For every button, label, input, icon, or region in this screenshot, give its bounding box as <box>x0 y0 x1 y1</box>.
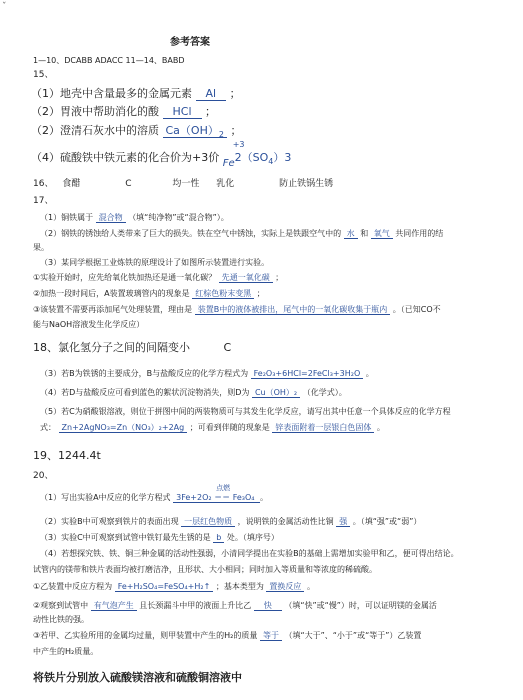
q16-d: 乳化 <box>216 179 235 189</box>
q20-line-2 <box>40 518 421 526</box>
q18-line-3: （5）若C为硝酸银溶液，则位于拼图中间的两装物质可与其发生化学反应，请写出其中任意一个具体反应的化学方程 <box>40 407 451 416</box>
q18-l4-text: 式： <box>40 423 56 432</box>
q20-l2-post: 。（填“强”或“弱”） <box>352 517 422 526</box>
q15-l2-post: ； <box>205 105 217 118</box>
q20-line-6 <box>33 583 315 591</box>
q17-l2-post: 共同作用的结 <box>395 229 444 238</box>
q15-l3-sub: 2 <box>218 130 224 140</box>
q20-l2-mid: ，说明铁的金属活动性比铜 <box>237 517 334 526</box>
q15-l3-text: （2）澄清石灰水中的溶质 <box>31 124 159 137</box>
q20-l1-arrow: 点燃 ＝＝ <box>214 484 231 502</box>
q16-a: 食醋 <box>62 179 81 189</box>
q17-l5-post: ； <box>256 289 265 298</box>
q20-l8-answer: 等于 <box>260 631 282 641</box>
q20-l3-answer: b <box>213 533 224 543</box>
q17-line-6-cont: 能与NaOH溶液发生化学反应） <box>33 320 145 329</box>
q20-l3-post: 处。（填序号） <box>226 533 279 542</box>
q18-l2-text: （4）若D与盐酸反应可看到蓝色的絮状沉淀物消失，则D为 <box>40 388 250 397</box>
q17-line-2 <box>40 230 443 238</box>
q20-l7-post: （填“快”或“慢”）时，可以证明镁的金属活 <box>284 601 437 610</box>
q19-answer: 19、1244.4t <box>33 449 101 462</box>
q20-l2-answer-2: 强 <box>336 517 350 527</box>
q20-l2-answer: 一层红色物质 <box>181 517 235 527</box>
q20-l2-text: （2）实验B中可观察到铁片的表面出现 <box>40 517 179 526</box>
q15-l1-text: （1）地壳中含量最多的金属元素 <box>31 87 192 100</box>
q16-e: 防止铁锅生锈 <box>279 179 334 189</box>
q17-l4-answer: 先通一氧化碳 <box>219 273 273 283</box>
q20-l7-answer: 有气泡产生 <box>91 601 137 611</box>
q16-number: 16、 <box>33 179 54 189</box>
q20-l1-condition: 点燃 <box>216 484 231 492</box>
q20-l7-text: ②观察到试管中 <box>33 601 89 610</box>
q15-l2-text: （2）胃液中帮助消化的酸 <box>31 105 159 118</box>
q18-l1-post: 。 <box>365 369 374 378</box>
q15-l2-answer: HCl <box>163 105 202 119</box>
q15-l3-answer: Ca（OH） <box>165 124 219 137</box>
q17-line-2-cont: 果。 <box>33 243 49 252</box>
q20-l8-post: （填“大于”、“小于”或“等于”）乙装置 <box>284 631 422 640</box>
q16-line <box>33 180 333 189</box>
q20-number: 20、 <box>33 471 54 481</box>
q20-l6-post: 。 <box>306 582 315 591</box>
q15-number: 15、 <box>33 70 54 80</box>
q15-l1-answer: Al <box>196 87 227 101</box>
q20-line-7 <box>33 602 437 610</box>
q20-l8-text: ③若甲、乙实验所用的金属均过量，则甲装置中产生的H₂的质量 <box>33 631 258 640</box>
footer-text: 将铁片分别放入硫酸镁溶液和硫酸铜溶液中 <box>33 671 242 684</box>
q15-l4-text: （4）硫酸铁中铁元素的化合价为+3价 <box>31 151 220 164</box>
q15-l3-post: ； <box>230 124 242 137</box>
q18-l2-answer: Cu（OH）₂ <box>252 388 300 398</box>
q15-line-2 <box>31 106 216 117</box>
q20-line-4: （4）若想探究铁、铁、铜三种金属的活动性强弱，小清同学提出在实验B的基础上需增加实验甲和乙，便可得出结论。 <box>40 549 459 558</box>
q20-l6-mid: ；基本类型为 <box>215 582 264 591</box>
q20-l6-answer-2: 置换反应 <box>266 582 304 592</box>
q17-l4-text: ①实验开始时，应先给氧化铁加热还是通一氧化碳？ <box>33 273 217 282</box>
q15-l1-post: ； <box>229 87 241 100</box>
q18-line-1 <box>40 370 374 378</box>
q20-l1-answer <box>173 484 260 503</box>
q18-line-4 <box>40 424 385 432</box>
q15-l4-valence: +3 <box>232 140 245 149</box>
q17-l2-answer-2: 氧气 <box>371 229 393 239</box>
q17-line-3: （3）某同学根据工业炼铁的原理设计了如图所示装置进行实验。 <box>40 258 270 267</box>
page-title: 参考答案 <box>170 37 210 48</box>
q17-l1-text: （1）铜铁属于 <box>40 213 94 222</box>
q18-line-2 <box>40 389 347 397</box>
q17-line-5 <box>33 290 265 298</box>
q15-l4-answer <box>222 140 292 169</box>
q20-line-1 <box>40 484 269 502</box>
q17-l5-answer: 红棕色粉末变黑 <box>192 289 254 299</box>
q20-l7-mid: 且长颈漏斗中甲的液面上升比乙 <box>139 601 252 610</box>
q15-line-1 <box>31 88 241 99</box>
q20-l1-product: Fe₃O₄ <box>232 493 255 502</box>
q16-c: 均一性 <box>172 179 200 189</box>
q17-l1-answer: 混合物 <box>96 213 126 223</box>
q20-line-8 <box>33 632 421 640</box>
q15-l4-fe: Fe <box>222 158 235 169</box>
q18-l4-post: 。 <box>376 423 385 432</box>
q17-number: 17、 <box>33 196 54 206</box>
q18-head-text: 18、氯化氢分子之间的间隔变小 <box>33 341 190 354</box>
q18-l1-text: （3）若B为铁锈的主要成分，B与盐酸反应的化学方程式为 <box>40 369 249 378</box>
q15-l4-sub: 4 <box>268 157 274 167</box>
q17-l2-answer-1: 水 <box>344 229 358 239</box>
q17-l4-post: ； <box>275 273 284 282</box>
q17-line-4 <box>33 274 283 282</box>
q16-b: C <box>125 179 132 189</box>
q18-l4-answer-2: 锌表面附着一层银白色固体 <box>272 423 374 433</box>
q15-line-4 <box>31 140 292 169</box>
q17-line-1 <box>40 214 229 222</box>
q15-l4-rest: 2（SO <box>234 151 269 164</box>
q18-l2-post: （化学式）。 <box>302 388 347 397</box>
q20-line-5: 试管内的镁带和铁片表面均被打磨洁净，且形状、大小相同；同时加入等质量和等浓度的稀硫酸。 <box>33 565 377 574</box>
q17-l2-text: （2）钢铁的锈蚀给人类带来了巨大的损失。铁在空气中锈蚀，实际上是铁跟空气中的 <box>40 229 342 238</box>
q15-l4-end: ）3 <box>273 151 292 164</box>
q17-l6-answer: 装置B中的液体被排出，尾气中的一氧化碳收集于瓶内 <box>195 305 391 315</box>
q18-heading <box>33 342 231 353</box>
q17-l6-post: 。（已知CO不 <box>392 305 441 314</box>
corner-mark: ˇ <box>2 2 7 12</box>
q20-line-3 <box>40 534 279 542</box>
q20-l1-reactants: 3Fe+2O₂ <box>176 493 212 502</box>
q15-line-3 <box>31 125 241 139</box>
q18-l4-mid: ；可看到伴随的现象是 <box>189 423 270 432</box>
q20-l1-post: 。 <box>260 493 269 502</box>
q17-line-6 <box>33 306 441 314</box>
q18-l4-answer: Zn+2AgNO₃=Zn（NO₃）₂+2Ag <box>59 423 188 433</box>
q17-l5-text: ②加热一段时间后，A装置玻璃管内的现象是 <box>33 289 190 298</box>
q17-l1-post: （填“纯净物”或“混合物”）。 <box>128 213 229 222</box>
q18-l1-answer: Fe₂O₃+6HCl=2FeCl₃+3H₂O <box>251 369 364 379</box>
q20-l6-text: ①乙装置中反应方程为 <box>33 582 113 591</box>
q17-l2-mid: 和 <box>360 229 369 238</box>
q20-l1-text: （1）写出实验A中反应的化学方程式 <box>40 493 171 502</box>
q20-l6-answer: Fe+H₂SO₄=FeSO₄+H₂↑ <box>115 582 214 592</box>
q20-l7-answer-2: 快 <box>254 601 282 611</box>
q18-head-answer: C <box>223 341 232 354</box>
q20-l3-text: （3）实验C中可观察到试管中铁钉最先生锈的是 <box>40 533 211 542</box>
q20-line-8-cont: 中产生的H₂质量。 <box>33 647 99 656</box>
q20-line-7-cont: 动性比铁的强。 <box>33 615 89 624</box>
answers-1-14: 1—10、DCABB ADACC 11—14、BABD <box>33 56 185 65</box>
q17-l6-text: ③该装置不需要再添加尾气处理装置，理由是 <box>33 305 193 314</box>
